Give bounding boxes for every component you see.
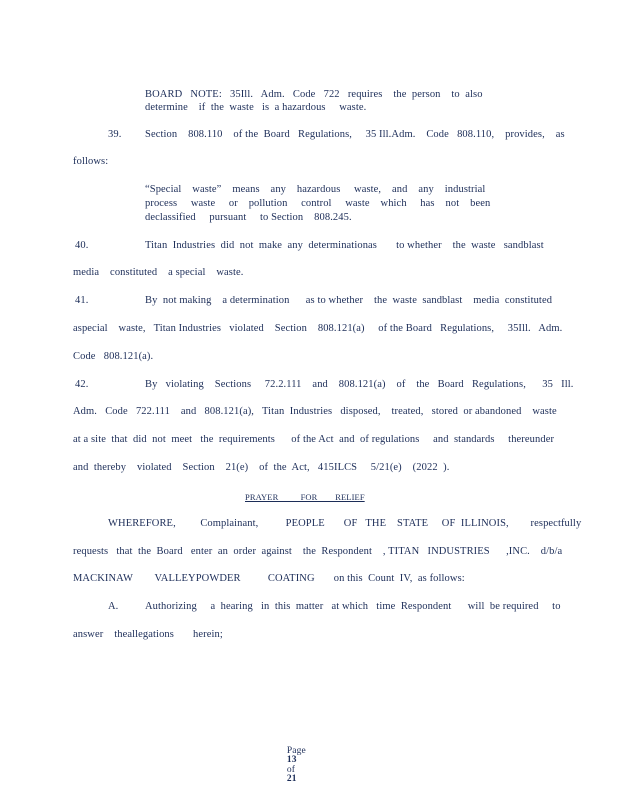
page-current: 13 (286, 755, 297, 765)
paragraph-40-number: 40. (75, 240, 89, 251)
item-a-line-2: answer theallegations herein; (73, 629, 223, 640)
quote-line-3: declassified pursuant to Section 808.245. (145, 212, 352, 223)
page-number-footer (277, 737, 306, 794)
paragraph-42-line-1: By violating Sections 72.2.111 and 808.121(a) of the Board Regulations, 35 Ill. (145, 379, 574, 390)
board-note-line-2: determine if the waste is a hazardous waste. (145, 102, 367, 113)
page-of: of (286, 764, 296, 775)
paragraph-41-line-2: aspecial waste, Titan Industries violated Section 808.121(a) of the Board Regulations, 35Ill. Adm. (73, 323, 563, 334)
item-a-letter: A. (108, 601, 119, 612)
quote-line-1: “Special waste” means any hazardous waste, and any industrial (145, 184, 486, 195)
wherefore-line-2: requests that the Board enter an order against the Respondent , TITAN INDUSTRIES ,INC. d/b/a (73, 546, 563, 557)
paragraph-41-number: 41. (75, 295, 89, 306)
board-note-line-1: BOARD NOTE: 35Ill. Adm. Code 722 requires the person to also (145, 89, 483, 100)
wherefore-line-1: WHEREFORE, Complainant, PEOPLE OF THE STATE OF ILLINOIS, respectfully (108, 518, 582, 529)
page-prefix: Page (286, 745, 306, 756)
paragraph-41-line-3: Code 808.121(a). (73, 351, 154, 362)
paragraph-42-line-2: Adm. Code 722.111 and 808.121(a), Titan Industries disposed, treated, stored or abandoned waste (73, 406, 557, 417)
paragraph-40-line-1: Titan Industries did not make any determinationas to whether the waste sandblast (145, 240, 544, 251)
quote-line-2: process waste or pollution control waste which has not been (145, 198, 491, 209)
prayer-for-relief-heading: PRAYER FOR RELIEF (245, 492, 365, 502)
page-total: 21 (286, 774, 297, 784)
paragraph-42-line-3: at a site that did not meet the requirements of the Act and of regulations and standards thereunder (73, 434, 555, 445)
item-a-line-1: Authorizing a hearing in this matter at which time Respondent will be required to (145, 601, 561, 612)
paragraph-41-line-1: By not making a determination as to whether the waste sandblast media constituted (145, 295, 553, 306)
wherefore-line-3: MACKINAW VALLEYPOWDER COATING on this Count IV, as follows: (73, 573, 465, 584)
paragraph-42-number: 42. (75, 379, 89, 390)
paragraph-39-number: 39. (108, 129, 122, 140)
paragraph-39-line-1: Section 808.110 of the Board Regulations, 35 Ill.Adm. Code 808.110, provides, as (145, 129, 565, 140)
paragraph-39-line-2: follows: (73, 156, 109, 167)
paragraph-42-line-4: and thereby violated Section 21(e) of the Act, 415ILCS 5/21(e) (2022 ). (73, 462, 450, 473)
paragraph-40-line-2: media constituted a special waste. (73, 267, 244, 278)
